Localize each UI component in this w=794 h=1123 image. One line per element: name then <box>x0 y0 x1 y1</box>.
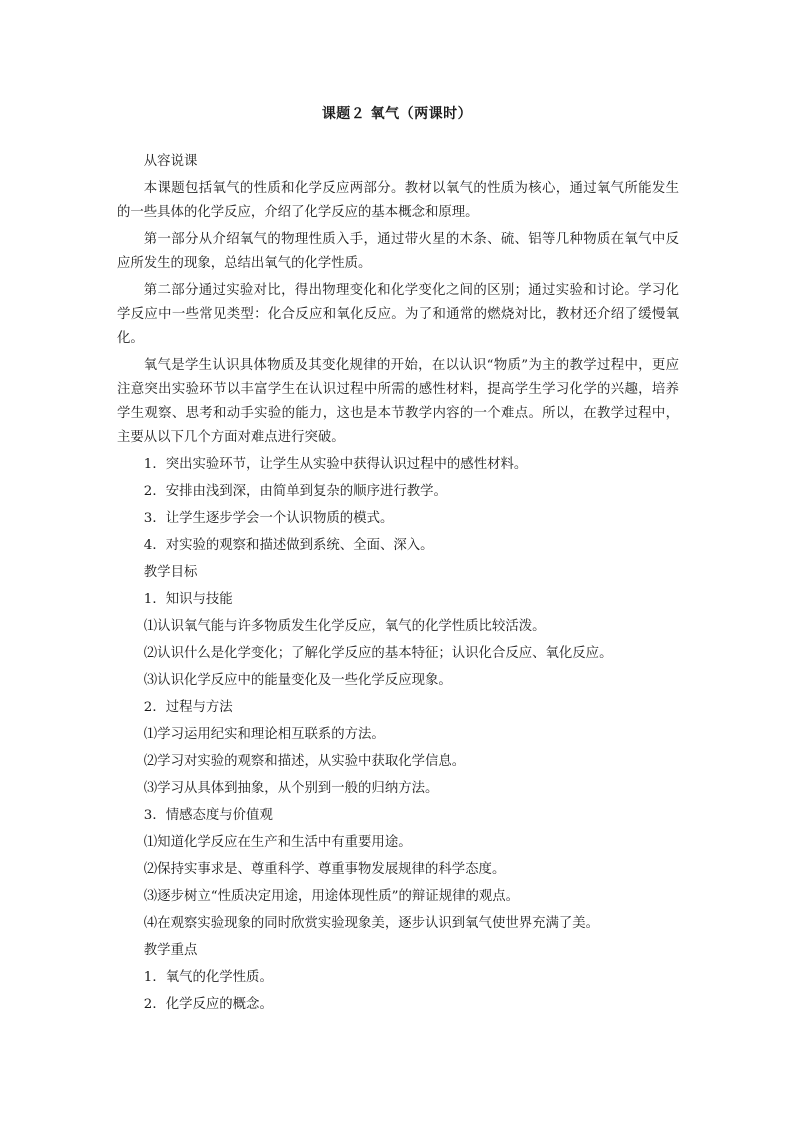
goal-item: ⑷在观察实验现象的同时欣赏实验现象美，逐步认识到氧气使世界充满了美。 <box>143 916 600 931</box>
goal-item: ⑴知道化学反应在生产和生活中有重要用途。 <box>143 835 412 850</box>
section-heading-goals: 教学目标 <box>143 565 198 580</box>
goal-item: ⑵学习对实验的观察和描述，从实验中获取化学信息。 <box>143 754 466 769</box>
section-heading-key-points: 教学重点 <box>143 943 198 958</box>
goal-item: ⑶学习从具体到抽象，从个别到一般的归纳方法。 <box>143 781 439 796</box>
intro-list-item: 2．安排由浅到深，由简单到复杂的顺序进行教学。 <box>143 484 447 499</box>
key-point-item: 2．化学反应的概念。 <box>143 997 273 1012</box>
intro-list-item: 4．对实验的观察和描述做到系统、全面、深入。 <box>143 538 434 553</box>
goal-item: ⑴认识氧气能与许多物质发生化学反应，氧气的化学性质比较活泼。 <box>143 619 546 634</box>
intro-paragraph-4: 氧气是学生认识具体物质及其变化规律的开始，在以认识“物质”为主的教学过程中，更应注意突出实验环节以丰富学生在认识过程中所需的感性材料，提高学生学习化学的兴趣，培养学生观察、思考和动手实验的能力，这也是本节教学内容的一个难点。所以，在教学过程中，主要从以下几个方面对难点进行突破。 <box>117 358 679 445</box>
goal-subheading: 3．情感态度与价值观 <box>143 808 273 823</box>
goal-item: ⑶逐步树立“性质决定用途，用途体现性质”的辩证规律的观点。 <box>143 889 520 904</box>
goal-item: ⑵认识什么是化学变化；了解化学反应的基本特征；认识化合反应、氧化反应。 <box>143 646 613 661</box>
document-title: 课题２ 氧气（两课时） <box>321 106 473 122</box>
intro-paragraph-1: 本课题包括氧气的性质和化学反应两部分。教材以氧气的性质为核心，通过氧气所能发生的一些具体的化学反应，介绍了化学反应的基本概念和原理。 <box>117 181 679 220</box>
intro-paragraph-3: 第二部分通过实验对比，得出物理变化和化学变化之间的区别；通过实验和讨论。学习化学反应中一些常见类型：化合反应和氧化反应。为了和通常的燃烧対比，教材还介绍了缓慢氧化。 <box>117 283 679 346</box>
goal-item: ⑶认识化学反应中的能量变化及一些化学反应现象。 <box>143 673 452 688</box>
document-body <box>117 150 679 1020</box>
goal-subheading: 2．过程与方法 <box>143 700 233 715</box>
goal-item: ⑴学习运用纪实和理论相互联系的方法。 <box>143 727 385 742</box>
intro-paragraph-2: 第一部分从介绍氧气的物理性质入手，通过带火星的木条、硫、铝等几种物质在氧气中反应所发生的现象，总结出氧气的化学性质。 <box>117 232 679 271</box>
intro-list-item: 3．让学生逐步学会一个认识物质的模式。 <box>143 511 394 526</box>
key-point-item: 1．氧气的化学性质。 <box>143 970 273 985</box>
goal-subheading: 1．知识与技能 <box>143 592 233 607</box>
intro-list-item: 1．突出实验环节，让学生从实验中获得认识过程中的感性材料。 <box>143 457 528 472</box>
goal-item: ⑵保持实事求是、尊重科学、尊重事物发展规律的科学态度。 <box>143 862 506 877</box>
section-heading-intro: 从容说课 <box>143 154 198 169</box>
